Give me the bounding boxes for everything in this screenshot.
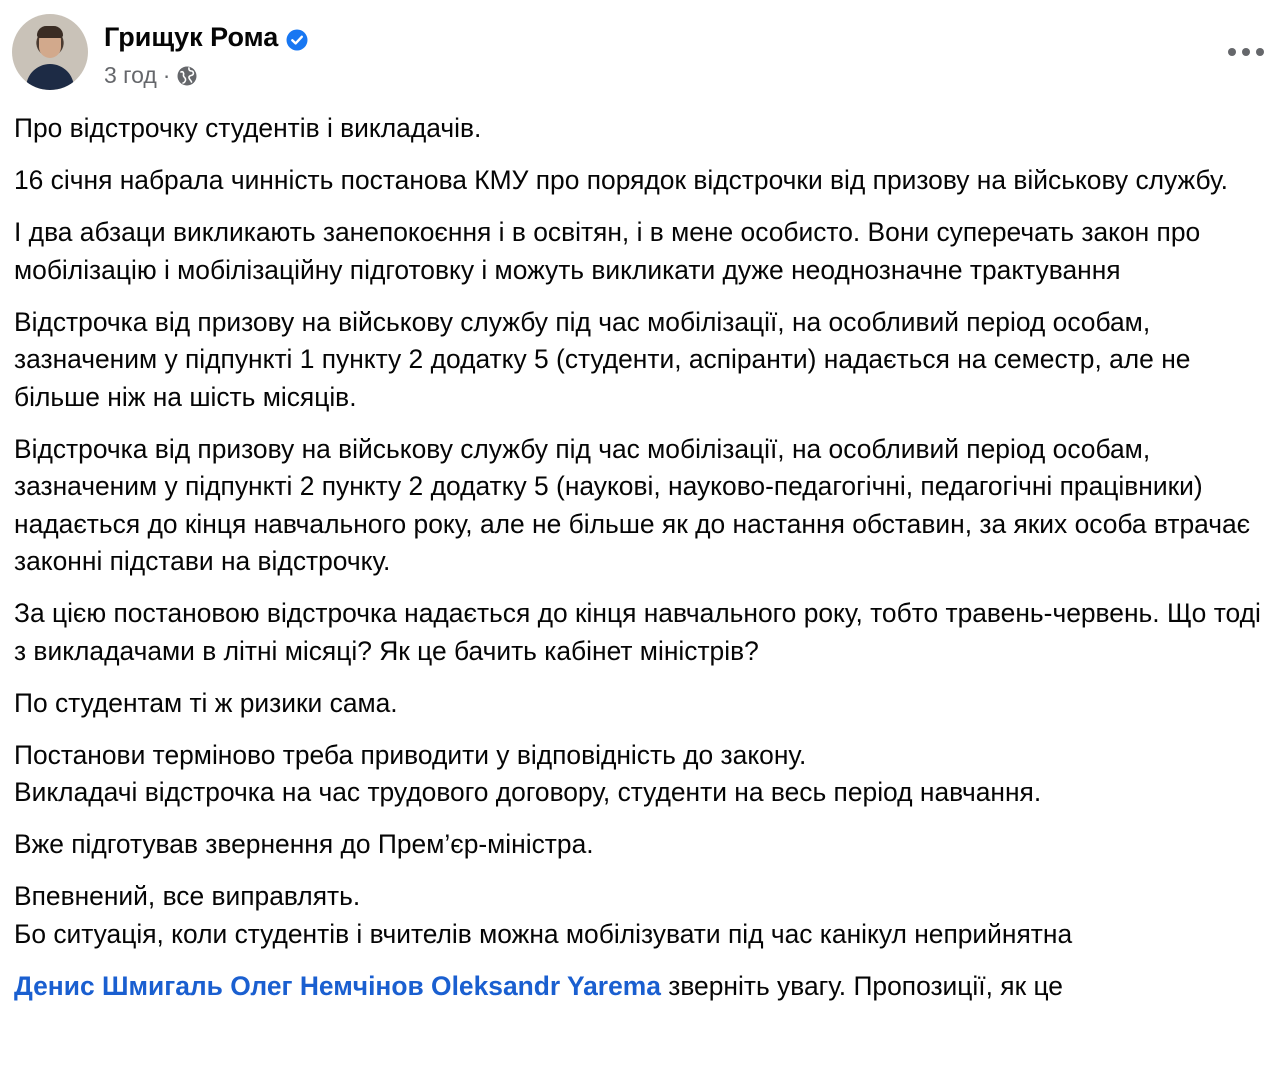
- mention-link[interactable]: Олег Немчінов: [230, 970, 424, 1001]
- mention-link[interactable]: Oleksandr Yarema: [431, 970, 661, 1001]
- post-paragraph: Впевнений, все виправлять. Бо ситуація, коли студентів і вчителів можна мобілізувати під час канікул неприйнятна: [14, 881, 1073, 949]
- post-paragraph: По студентам ті ж ризики сама.: [14, 687, 398, 718]
- mentions-suffix: зверніть увагу. Пропозиції, як це: [660, 970, 1063, 1001]
- author-avatar[interactable]: [12, 14, 88, 90]
- mention-link[interactable]: Денис Шмигаль: [14, 970, 223, 1001]
- author-name[interactable]: Грищук Рома: [104, 22, 279, 52]
- post-paragraph: Відстрочка від призову на військову службу під час мобілізації, на особливий період особам, зазначеним у підпункті 1 пункту 2 додатку 5 (студенти, аспіранти) надається на семестр, але не більше ніж на шість місяців.: [14, 306, 1191, 412]
- post-paragraph: 16 січня набрала чинність постанова КМУ про порядок відстрочки від призову на військову службу.: [14, 165, 1228, 195]
- more-dot: [1228, 48, 1236, 56]
- verified-badge-icon: [286, 27, 308, 49]
- post-paragraph: Постанови терміново треба приводити у відповідність до закону. Викладачі відстрочка на час трудового договору, студенти на весь період навчання.: [14, 739, 1042, 807]
- meta-separator: ·: [162, 62, 171, 88]
- globe-icon[interactable]: [176, 65, 198, 87]
- avatar-body-shape: [26, 64, 74, 90]
- post-text: [14, 110, 1276, 1020]
- post-paragraph: Вже підготував звернення до Прем’єр-міністра.: [14, 829, 594, 859]
- avatar-hair-shape: [37, 26, 63, 38]
- post-meta: [104, 62, 198, 89]
- author-name-row: [104, 22, 308, 53]
- post-header: [12, 14, 1268, 96]
- mentions-paragraph: [14, 968, 1276, 1006]
- post-paragraph: І два абзаци викликають занепокоєння і в освітян, і в мене особисто. Вони суперечать закон про мобілізацію і мобілізаційну підготовку і можуть викликати дуже неоднозначне трактування: [14, 217, 1201, 285]
- post-paragraph: Відстрочка від призову на військову службу під час мобілізації, на особливий період особам, зазначеним у підпункті 2 пункту 2 додатку 5 (наукові, науково-педагогічні, педагогічні працівники) надається до кінця навчального року, але не більше як до настання обставин, за яких особа втрачає законні підстави на відстрочку.: [14, 433, 1251, 576]
- post-paragraph: Про відстрочку студентів і викладачів.: [14, 113, 482, 143]
- more-options-icon[interactable]: [1228, 40, 1264, 64]
- post-paragraph: За цією постановою відстрочка надається до кінця навчального року, тобто травень-червень. Що тоді з викладачами в літні місяці? Як це бачить кабінет міністрів?: [14, 598, 1261, 666]
- post-time[interactable]: 3 год: [104, 62, 157, 88]
- more-dot: [1256, 48, 1264, 56]
- more-dot: [1242, 48, 1250, 56]
